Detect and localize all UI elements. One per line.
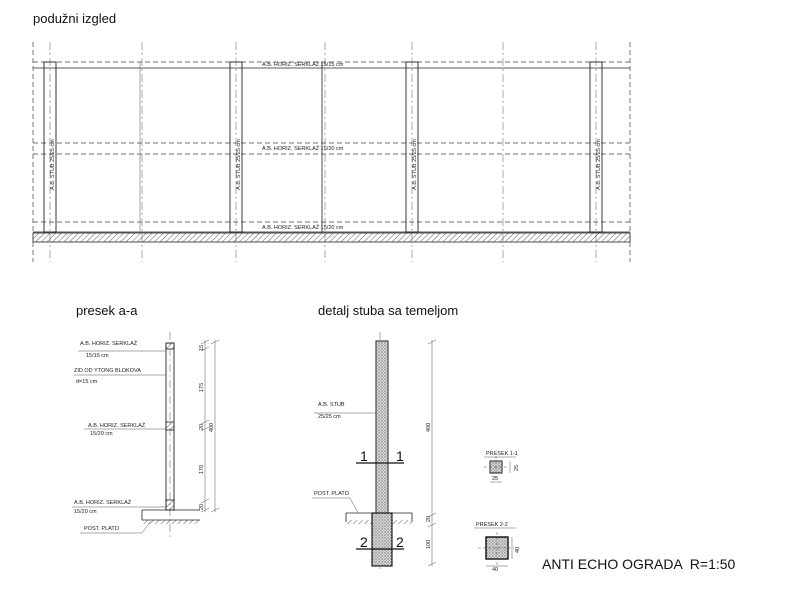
- detail-column-label: A.B. STUB: [318, 402, 345, 408]
- presek-1-height: 25: [514, 464, 520, 471]
- presek-2-2: [474, 522, 521, 573]
- section-aa-view: [72, 332, 219, 540]
- presek-2-width: 40: [492, 567, 499, 573]
- cut-2-left: 2: [360, 534, 368, 550]
- presek-1-1: [484, 451, 520, 482]
- cut-1-right: 1: [396, 448, 404, 464]
- ground-hatch: [33, 233, 630, 242]
- section-mid-beam-label: A.B. HORIZ. SERKLAŽ: [88, 423, 146, 429]
- section-wall-label: ZID OD YTONG BLOKOVA: [74, 368, 141, 374]
- dim-total-400: 400: [209, 422, 215, 432]
- section-plateau-label: POST. PLATO: [84, 526, 119, 532]
- section-bottom-beam-label: A.B. HORIZ. SERKLAŽ: [74, 500, 132, 506]
- detail-column-size: 25/25 cm: [318, 414, 341, 420]
- dim-15: 15: [199, 344, 205, 351]
- column-3-label: A.B. STUB 25/25 cm: [412, 139, 418, 190]
- presek-2-title: PRESEK 2-2: [476, 522, 508, 528]
- leader-detail-plateau-tick: [350, 498, 358, 513]
- dim-20-b: 20: [199, 503, 205, 510]
- foundation-block: [372, 513, 392, 566]
- section-aa-title: presek a-a: [76, 303, 138, 318]
- column-detail-title: detalj stuba sa temeljom: [318, 303, 459, 318]
- elevation-title: podužni izgled: [33, 11, 117, 26]
- column-shaft: [376, 341, 388, 513]
- detail-plateau-hatch-left: [346, 520, 372, 524]
- column-4-label: A.B. STUB 25/25 cm: [596, 139, 602, 190]
- section-wall-thickness: d=15 cm: [76, 379, 98, 385]
- presek-1-title: PRESEK 1-1: [486, 451, 518, 457]
- mid-beam-label: A.B. HORIZ. SERKLAŽ 15/20 cm: [262, 146, 344, 152]
- section-top-beam-label: A.B. HORIZ. SERKLAŽ: [80, 341, 138, 347]
- detail-dim-100: 100: [426, 539, 432, 549]
- dim-175: 175: [199, 382, 205, 392]
- column-detail-view: [312, 332, 436, 570]
- detail-plateau-label: POST. PLATO: [314, 491, 349, 497]
- bottom-beam-label: A.B. HORIZ. SERKLAŽ 15/20 cm: [262, 225, 344, 231]
- section-bottom-beam-size: 15/20 cm: [74, 509, 97, 515]
- detail-plateau-hatch-right: [392, 520, 412, 524]
- detail-dim-20: 20: [426, 515, 432, 522]
- column-2-label: A.B. STUB 25/25 cm: [236, 139, 242, 190]
- presek-1-width: 25: [492, 476, 499, 482]
- sheet-title: ANTI ECHO OGRADA R=1:50: [542, 556, 736, 572]
- section-top-beam-size: 15/15 cm: [86, 353, 109, 359]
- column-1-label: A.B. STUB 25/25 cm: [50, 139, 56, 190]
- dim-170: 170: [199, 464, 205, 474]
- elevation-view: [33, 42, 630, 262]
- plateau-hatch: [142, 520, 200, 524]
- dim-20-a: 20: [199, 423, 205, 430]
- cut-2-right: 2: [396, 534, 404, 550]
- top-beam-label: A.B. HORIZ. SERKLAŽ 15/15 cm: [262, 62, 344, 68]
- presek-2-height: 40: [515, 546, 521, 553]
- cut-1-left: 1: [360, 448, 368, 464]
- section-mid-beam-size: 15/20 cm: [90, 431, 113, 437]
- detail-dim-400: 400: [426, 422, 432, 432]
